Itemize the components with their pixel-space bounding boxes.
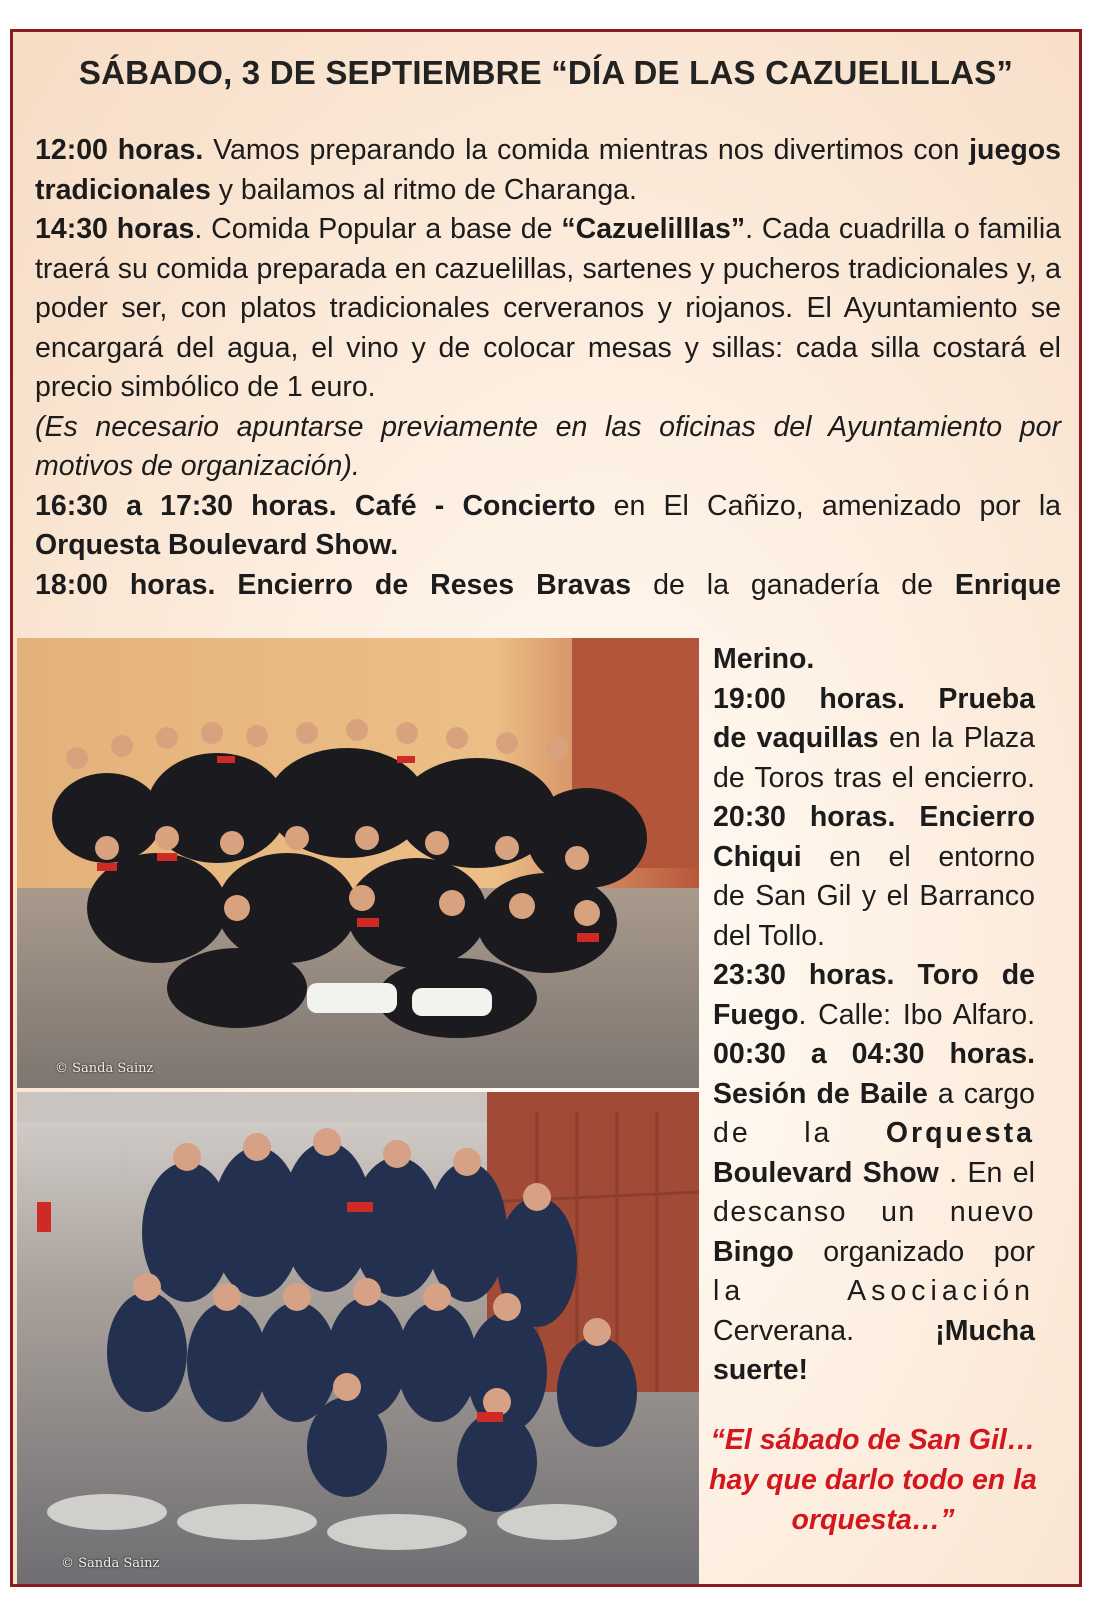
baile-text-3: . En el <box>938 1156 1035 1189</box>
toro-fuego-street: . Calle: Ibo Alfaro. <box>798 998 1035 1031</box>
time-2030: 20:30 horas. Encierro <box>713 801 1035 833</box>
vaquillas-text: en la Plaza <box>878 722 1035 754</box>
item-1430-text: . Comida Popular a base de <box>194 213 562 245</box>
photo2-credit: © Sanda Sainz <box>61 1556 160 1571</box>
toro-fuego-title: Fuego <box>713 998 799 1031</box>
item-1800 <box>35 566 1061 606</box>
bingo-text-4: Cerverana. <box>713 1314 936 1347</box>
item-1800-rancher: Enrique <box>954 568 1061 601</box>
group-photo-blue-shirts <box>17 1092 699 1584</box>
vaquillas-title: de vaquillas <box>713 722 879 754</box>
group-photo-blue-shirts-image <box>17 1092 699 1584</box>
item-1200-text: Vamos preparando la comida mientras nos divertimos con <box>203 134 970 166</box>
item-1200 <box>35 131 1061 210</box>
baile-text-2: de la <box>713 1117 886 1149</box>
bingo-text-3: la Asociación <box>713 1275 1035 1307</box>
chiqui-title: Chiqui <box>713 840 802 873</box>
item-1630 <box>35 487 1061 566</box>
item-1200-highlight: juegos tradicionales <box>35 134 1061 206</box>
group-photo-black-shirts <box>17 638 699 1088</box>
vaquillas-text-2: de Toros tras el encierro. <box>713 761 1035 794</box>
item-1200-text-2: y bailamos al ritmo de Charanga. <box>210 173 637 206</box>
bingo-text: descanso un nuevo <box>713 1196 1035 1228</box>
program-text <box>35 131 1061 605</box>
program-page <box>10 29 1082 1587</box>
item-1800-title: 18:00 horas. Encierro de Reses Bravas <box>35 568 632 601</box>
time-1200: 12:00 horas. <box>35 134 204 166</box>
item-1630-title: 16:30 a 17:30 horas. Café - Concierto <box>35 489 596 522</box>
item-1430-text-2: . Cada cuadrilla o familia traerá su comida preparada en cazuelillas, sartenes y pucheros tradicionales y, a poder ser, con platos tradicionales cerveranos y riojanos. El Ayuntamiento se encargará del agua, el vino y de colocar mesas y sillas: cada silla costará el precio simbólico de 1 euro. <box>35 213 1062 403</box>
time-1430: 14:30 horas <box>35 213 195 245</box>
item-1800-text: de la ganadería de <box>631 568 955 601</box>
photo1-credit: © Sanda Sainz <box>55 1061 154 1076</box>
good-luck-2: suerte! <box>713 1354 809 1386</box>
page-title: SÁBADO, 3 DE SEPTIEMBRE “DÍA DE LAS CAZUELILLAS” <box>78 54 1014 91</box>
baile-orquesta: Orquesta <box>885 1117 1035 1149</box>
time-1900: 19:00 horas. Prueba <box>713 682 1035 715</box>
time-2330: 23:30 horas. Toro de <box>713 959 1035 991</box>
registration-note <box>35 408 1061 487</box>
group-photo-black-shirts-image <box>17 638 699 1088</box>
chiqui-text-2: de San Gil y el Barranco <box>713 880 1035 912</box>
item-1430 <box>35 210 1061 408</box>
closing-quote: “El sábado de San Gil… hay que darlo todo en la orquesta…” <box>709 1424 1037 1536</box>
bingo-title: Bingo <box>713 1235 794 1268</box>
item-1430-highlight: “Cazuelilllas” <box>561 213 746 245</box>
bingo-text-2: organizado por <box>793 1235 1035 1268</box>
rancher-name-end: Merino. <box>713 643 815 675</box>
time-0030: 00:30 a 04:30 horas. <box>713 1038 1035 1070</box>
item-1630-text: en El Cañizo, amenizado por la <box>595 489 1061 522</box>
good-luck-1: ¡Mucha <box>935 1314 1035 1347</box>
baile-title: Sesión de Baile <box>713 1077 928 1110</box>
baile-band: Boulevard Show <box>713 1156 939 1189</box>
right-column-text <box>713 640 1035 1391</box>
registration-note-text: (Es necesario apuntarse previamente en las oficinas del Ayuntamiento por motivos de organización). <box>35 410 1061 482</box>
item-1630-band: Orquesta Boulevard Show. <box>35 529 399 561</box>
chiqui-text-3: del Tollo. <box>713 919 825 952</box>
baile-text: a cargo <box>927 1077 1035 1110</box>
chiqui-text: en el entorno <box>801 840 1035 873</box>
